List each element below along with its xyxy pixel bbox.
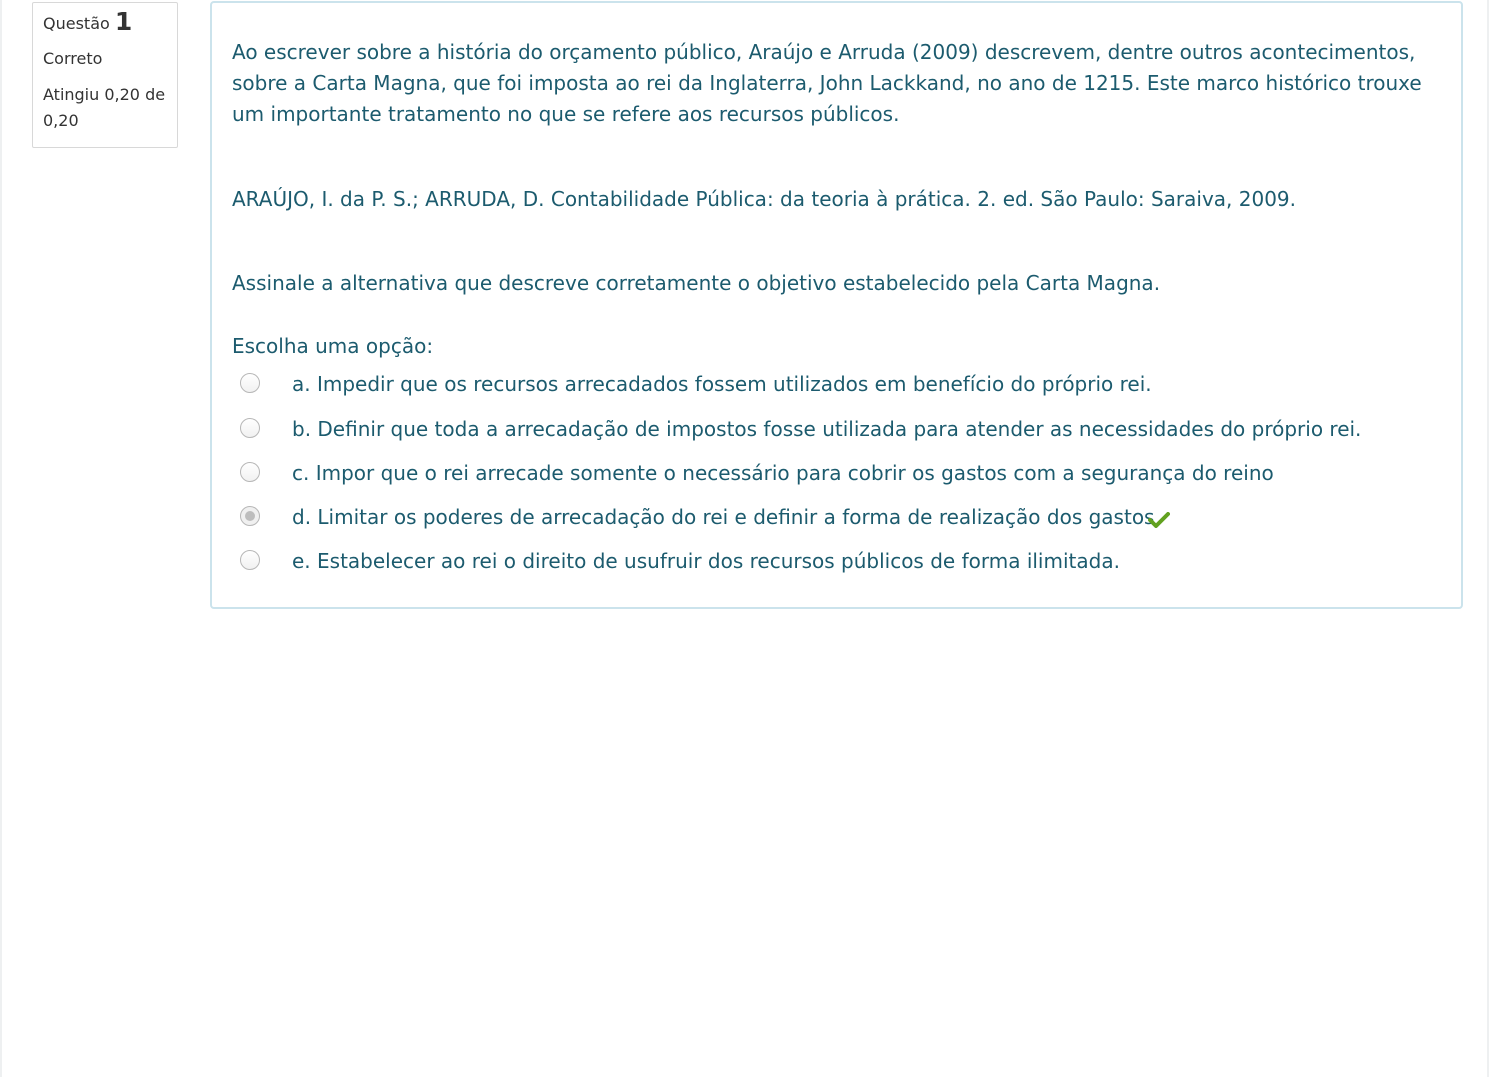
question-label: Questão [43, 14, 110, 33]
option-label-wrap [292, 502, 1170, 532]
reference-text: ARAÚJO, I. da P. S.; ARRUDA, D. Contabilidade Pública: da teoria à prática. 2. ed. São Paulo: Saraiva, 2009. [232, 187, 1297, 211]
question-state: Correto [43, 49, 103, 68]
option-a[interactable] [240, 369, 1441, 399]
options-prompt: Escolha uma opção: [232, 334, 434, 358]
radio-button[interactable] [240, 550, 260, 570]
question-title [43, 7, 167, 36]
question-grade: Atingiu 0,20 de 0,20 [43, 85, 166, 130]
question-text: Ao escrever sobre a história do orçamento público, Araújo e Arruda (2009) descrevem, dentre outros acontecimentos, sobre a Carta Magna, que foi imposta ao rei da Inglaterra, John Lackkand, no ano de 1215. Este marco histórico trouxe um importante tratamento no que se refere aos recursos públicos. [232, 40, 1422, 126]
question-number: 1 [114, 7, 133, 36]
question-content [210, 1, 1463, 609]
option-b[interactable] [240, 414, 1441, 444]
radio-button[interactable] [240, 462, 260, 482]
option-e[interactable] [240, 546, 1441, 576]
question-info [32, 2, 178, 148]
option-label: c. Impor que o rei arrecade somente o necessário para cobrir os gastos com a segurança do reino [292, 461, 1274, 485]
check-icon [1148, 512, 1170, 528]
option-label: b. Definir que toda a arrecadação de impostos fosse utilizada para atender as necessidades do próprio rei. [292, 417, 1362, 441]
option-d[interactable] [240, 502, 1441, 532]
radio-button[interactable] [240, 373, 260, 393]
option-c[interactable] [240, 458, 1441, 488]
option-label: d. Limitar os poderes de arrecadação do rei e definir a forma de realização dos gastos [292, 505, 1155, 529]
radio-button-selected[interactable] [240, 506, 260, 526]
radio-button[interactable] [240, 418, 260, 438]
instruction-text: Assinale a alternativa que descreve corretamente o objetivo estabelecido pela Carta Magna. [232, 271, 1161, 295]
option-label: e. Estabelecer ao rei o direito de usufruir dos recursos públicos de forma ilimitada. [292, 549, 1120, 573]
option-label: a. Impedir que os recursos arrecadados fossem utilizados em benefício do próprio rei. [292, 372, 1152, 396]
